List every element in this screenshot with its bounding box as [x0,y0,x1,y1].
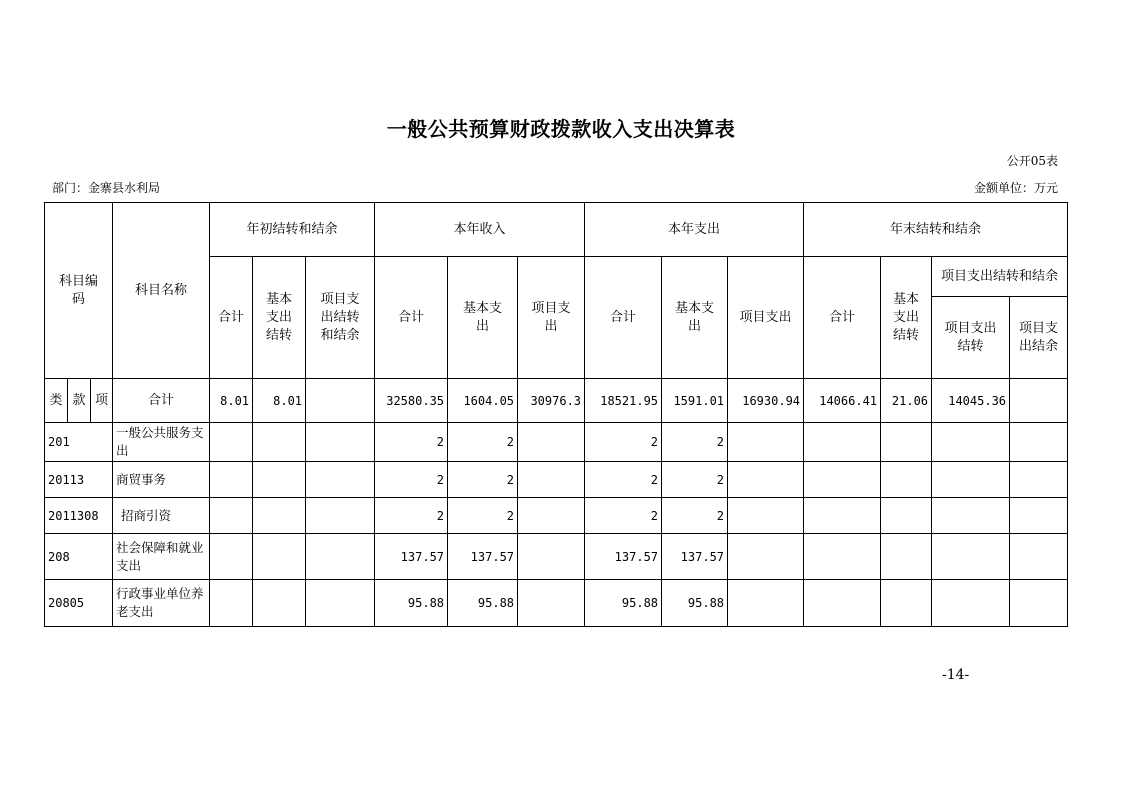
row-cell [881,498,932,534]
budget-table [44,202,1068,627]
row-cell [306,423,375,462]
header-end-project-surplus: 项目支出结余 [1010,297,1068,379]
header-income-total: 合计 [375,257,448,379]
row-cell [210,580,253,627]
header-expense-project: 项目支出 [728,257,804,379]
header-begin-basic-carry: 基本支出结转 [253,257,306,379]
row-cell [306,498,375,534]
total-row [45,379,1068,423]
total-cell: 1591.01 [662,379,728,423]
row-cell: 137.57 [375,534,448,580]
row-cell [1010,534,1068,580]
row-cell [932,423,1010,462]
row-cell [253,423,306,462]
row-cell: 2 [448,498,518,534]
page-number: -14- [942,667,970,683]
row-cell [518,534,585,580]
total-cell: 16930.94 [728,379,804,423]
row-code: 20113 [45,462,113,498]
total-cell: 1604.05 [448,379,518,423]
row-name: 一般公共服务支出 [113,423,210,462]
row-cell [1010,580,1068,627]
table-row [45,462,1068,498]
row-code: 2011308 [45,498,113,534]
header-income-project: 项目支出 [518,257,585,379]
row-cell [881,580,932,627]
row-cell: 2 [662,462,728,498]
row-cell [253,462,306,498]
row-cell: 2 [448,423,518,462]
row-cell [253,580,306,627]
table-row [45,498,1068,534]
header-end-project-group: 项目支出结转和结余 [932,257,1068,297]
row-cell [728,462,804,498]
total-cell: 14045.36 [932,379,1010,423]
row-cell: 95.88 [585,580,662,627]
row-code: 20805 [45,580,113,627]
row-cell [932,534,1010,580]
row-code: 208 [45,534,113,580]
row-cell: 2 [585,462,662,498]
total-cell: 18521.95 [585,379,662,423]
row-cell [518,462,585,498]
row-name: 行政事业单位养老支出 [113,580,210,627]
row-cell [881,462,932,498]
header-expense-total: 合计 [585,257,662,379]
table-row [45,580,1068,627]
row-cell: 137.57 [585,534,662,580]
total-cell [306,379,375,423]
row-cell: 2 [585,498,662,534]
row-cell [253,498,306,534]
row-cell [804,534,881,580]
row-name: 商贸事务 [113,462,210,498]
header-end-total: 合计 [804,257,881,379]
row-cell [1010,423,1068,462]
header-name: 科目名称 [113,203,210,379]
row-cell: 2 [375,498,448,534]
row-cell [728,498,804,534]
row-cell [728,580,804,627]
header-begin-project-carry-surplus: 项目支出结转和结余 [306,257,375,379]
total-label: 合计 [113,379,210,423]
row-cell: 2 [585,423,662,462]
row-cell [518,423,585,462]
row-cell [804,462,881,498]
amount-unit-label: 金额单位：万元 [973,181,1058,195]
total-cell: 8.01 [210,379,253,423]
table-row [45,534,1068,580]
row-cell [881,534,932,580]
row-cell [1010,498,1068,534]
row-cell [932,498,1010,534]
row-cell: 95.88 [662,580,728,627]
header-end-project-carry: 项目支出结转 [932,297,1010,379]
header-income-group: 本年收入 [375,203,585,257]
total-cell [1010,379,1068,423]
row-cell: 2 [662,423,728,462]
row-cell [804,498,881,534]
header-end-group: 年末结转和结余 [804,203,1068,257]
row-cell [804,423,881,462]
row-cell [728,423,804,462]
row-cell [932,580,1010,627]
total-cell: 32580.35 [375,379,448,423]
total-cell: 30976.3 [518,379,585,423]
row-code: 201 [45,423,113,462]
header-end-basic-carry: 基本支出结转 [881,257,932,379]
row-name: 社会保障和就业支出 [113,534,210,580]
row-cell [804,580,881,627]
row-cell [518,580,585,627]
row-cell [728,534,804,580]
row-cell [306,534,375,580]
row-cell [210,534,253,580]
row-cell [253,534,306,580]
row-cell: 2 [662,498,728,534]
header-expense-group: 本年支出 [585,203,804,257]
row-cell [210,423,253,462]
row-cell: 2 [375,423,448,462]
department-label: 部门：金寨县水利局 [52,181,161,195]
table-row [45,423,1068,462]
header-xiang: 项 [91,379,113,423]
page-title: 一般公共预算财政拨款收入支出决算表 [386,117,736,141]
row-cell: 95.88 [448,580,518,627]
header-begin-group: 年初结转和结余 [210,203,375,257]
row-cell [518,498,585,534]
row-name: 招商引资 [113,498,210,534]
header-income-basic: 基本支出 [448,257,518,379]
row-cell [210,462,253,498]
row-cell: 95.88 [375,580,448,627]
row-cell: 2 [375,462,448,498]
header-lei: 类 [45,379,68,423]
total-cell: 8.01 [253,379,306,423]
row-cell [881,423,932,462]
form-number: 公开05表 [1006,154,1058,168]
row-cell [1010,462,1068,498]
row-cell [306,580,375,627]
header-expense-basic: 基本支出 [662,257,728,379]
header-kuan: 款 [68,379,91,423]
row-cell: 137.57 [448,534,518,580]
total-cell: 21.06 [881,379,932,423]
row-cell: 137.57 [662,534,728,580]
row-cell: 2 [448,462,518,498]
header-row-groups [45,203,1068,257]
total-cell: 14066.41 [804,379,881,423]
row-cell [932,462,1010,498]
header-begin-total: 合计 [210,257,253,379]
header-code: 科目编码 [45,203,113,379]
row-cell [210,498,253,534]
row-cell [306,462,375,498]
